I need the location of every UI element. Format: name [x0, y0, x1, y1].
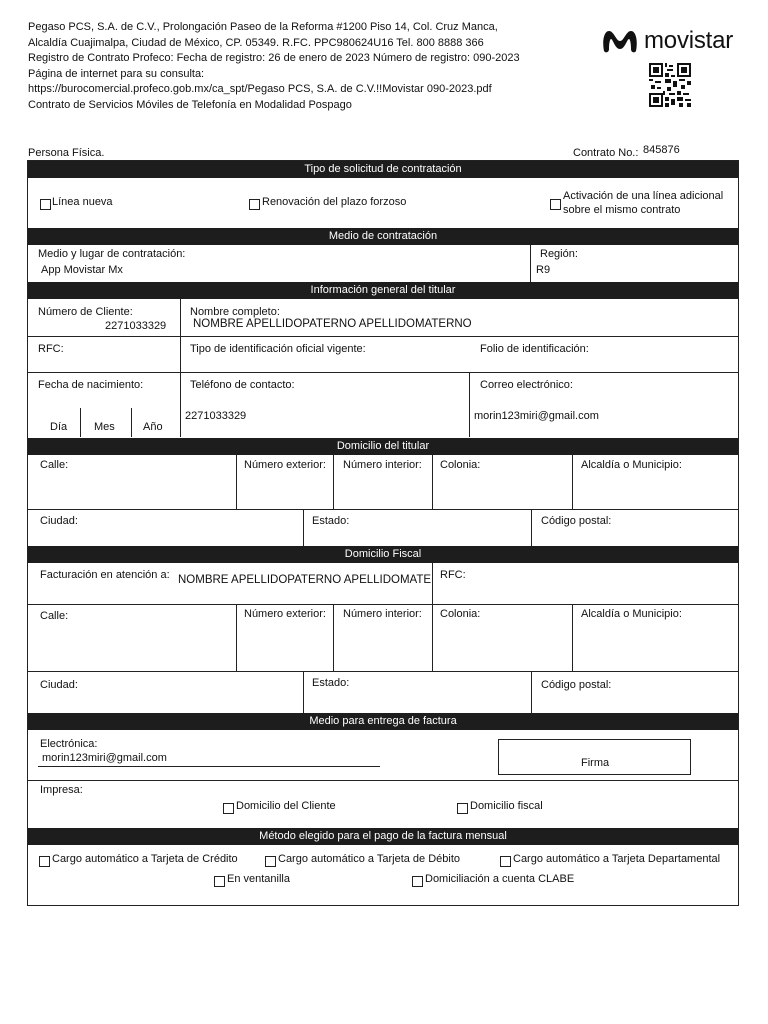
label-folio: Folio de identificación:: [480, 343, 589, 355]
label-dia: Día: [50, 421, 68, 433]
divider: [28, 604, 738, 605]
divider: [530, 245, 531, 282]
label-domicilio-fiscal: Domicilio fiscal: [470, 800, 543, 812]
label-linea-nueva: Línea nueva: [52, 196, 113, 208]
checkbox-tarjeta-debito[interactable]: [265, 856, 276, 867]
label-num-interior: Número interior:: [343, 459, 422, 471]
label-estado-fiscal: Estado:: [312, 677, 350, 689]
header-line: https://burocomercial.profeco.gob.mx/ca_spt/Pegaso PCS, S.A. de C.V.!!Movistar 090-2023.pdf: [28, 83, 492, 95]
divider: [80, 408, 81, 437]
divider: [333, 455, 334, 509]
header-line: Pegaso PCS, S.A. de C.V., Prolongación Paseo de la Reforma #1200 Piso 14, Col. Cruz Manca,: [28, 21, 498, 33]
checkbox-clabe[interactable]: [412, 876, 423, 887]
label-anio: Año: [143, 421, 163, 433]
label-nombre: Nombre completo:: [190, 306, 280, 318]
value-nombre: NOMBRE APELLIDOPATERNO APELLIDOMATERNO: [193, 318, 472, 330]
section-header-info-titular: Información general del titular: [28, 282, 738, 299]
logo-wordmark: movistar: [644, 27, 734, 54]
label-num-exterior: Número exterior:: [244, 459, 326, 471]
divider: [28, 372, 738, 373]
divider: [236, 455, 237, 509]
contrato-label: Contrato No.:: [573, 147, 639, 159]
checkbox-tarjeta-credito[interactable]: [39, 856, 50, 867]
header-line: Registro de Contrato Profeco: Fecha de registro: 26 de enero de 2023 Número de registro: 090-2023: [28, 52, 520, 64]
label-tarjeta-debito: Cargo automático a Tarjeta de Débito: [278, 853, 461, 865]
label-fecha-nacimiento: Fecha de nacimiento:: [38, 379, 144, 391]
contrato-number: 845876: [643, 144, 680, 156]
movistar-logo: [600, 26, 742, 56]
divider: [432, 563, 433, 604]
label-rfc-fiscal: RFC:: [440, 569, 466, 581]
checkbox-domicilio-cliente[interactable]: [223, 803, 234, 814]
label-ciudad-fiscal: Ciudad:: [40, 679, 78, 691]
electronica-underline: [38, 766, 380, 767]
divider: [28, 671, 738, 672]
checkbox-renovacion[interactable]: [249, 199, 260, 210]
label-alcaldia: Alcaldía o Municipio:: [581, 459, 682, 471]
label-tarjeta-departamental: Cargo automático a Tarjeta Departamental: [513, 853, 721, 865]
divider: [236, 604, 237, 671]
label-electronica: Electrónica:: [40, 738, 98, 750]
value-correo: morin123miri@gmail.com: [474, 410, 599, 422]
section-header-metodo-pago: Método elegido para el pago de la factura mensual: [28, 828, 738, 845]
divider: [531, 671, 532, 713]
label-firma: Firma: [581, 757, 610, 769]
label-region: Región:: [540, 248, 578, 260]
label-estado: Estado:: [312, 515, 350, 527]
checkbox-domicilio-fiscal[interactable]: [457, 803, 468, 814]
label-impresa: Impresa:: [40, 784, 83, 796]
divider: [469, 372, 470, 437]
section-header-medio-contratacion: Medio de contratación: [28, 228, 738, 245]
label-num-cliente: Número de Cliente:: [38, 306, 133, 318]
label-correo: Correo electrónico:: [480, 379, 573, 391]
label-clabe: Domiciliación a cuenta CLABE: [425, 873, 575, 885]
label-num-interior-fiscal: Número interior:: [343, 608, 422, 620]
divider: [432, 604, 433, 671]
qr-code: [649, 63, 691, 107]
checkbox-activacion[interactable]: [550, 199, 561, 210]
divider: [531, 509, 532, 546]
label-ventanilla: En ventanilla: [227, 873, 290, 885]
label-colonia: Colonia:: [440, 459, 481, 471]
divider: [28, 336, 738, 337]
value-region: R9: [536, 264, 551, 276]
header-line: Página de internet para su consulta:: [28, 67, 205, 80]
label-num-exterior-fiscal: Número exterior:: [244, 608, 326, 620]
value-medio: App Movistar Mx: [41, 264, 123, 276]
header-line: Contrato de Servicios Móviles de Telefonía en Modalidad Pospago: [28, 98, 352, 111]
section-header-tipo-solicitud: Tipo de solicitud de contratación: [28, 161, 738, 178]
checkbox-tarjeta-departamental[interactable]: [500, 856, 511, 867]
label-activacion-2: sobre el mismo contrato: [563, 204, 681, 216]
divider: [572, 455, 573, 509]
label-calle: Calle:: [40, 459, 69, 471]
checkbox-ventanilla[interactable]: [214, 876, 225, 887]
label-ciudad: Ciudad:: [40, 515, 78, 527]
label-colonia-fiscal: Colonia:: [440, 608, 481, 620]
persona-type: Persona Física.: [28, 147, 105, 159]
divider: [432, 455, 433, 509]
section-header-entrega-factura: Medio para entrega de factura: [28, 713, 738, 730]
value-facturacion: NOMBRE APELLIDOPATERNO APELLIDOMATE: [178, 574, 432, 586]
label-mes: Mes: [94, 421, 115, 433]
label-tarjeta-credito: Cargo automático a Tarjeta de Crédito: [52, 853, 238, 865]
divider: [131, 408, 132, 437]
label-domicilio-cliente: Domicilio del Cliente: [236, 800, 336, 812]
value-electronica: morin123miri@gmail.com: [42, 752, 167, 764]
label-telefono: Teléfono de contacto:: [190, 379, 295, 391]
contract-form: [27, 160, 739, 906]
label-medio: Medio y lugar de contratación:: [38, 248, 186, 260]
divider: [180, 299, 181, 437]
divider: [333, 604, 334, 671]
divider: [303, 671, 304, 713]
label-calle-fiscal: Calle:: [40, 610, 69, 622]
divider: [28, 509, 738, 510]
section-header-domicilio-fiscal: Domicilio Fiscal: [28, 546, 738, 563]
label-codigo-postal-fiscal: Código postal:: [541, 679, 612, 691]
divider: [572, 604, 573, 671]
header-line: Alcaldía Cuajimalpa, Ciudad de México, CP. 05349. R.FC. PPC980624U16 Tel. 800 8888 366: [28, 36, 484, 49]
label-codigo-postal: Código postal:: [541, 515, 612, 527]
label-activacion-1: Activación de una línea adicional: [563, 190, 724, 202]
label-tipo-identificacion: Tipo de identificación oficial vigente:: [190, 343, 366, 355]
divider: [28, 780, 738, 781]
section-header-domicilio-titular: Domicilio del titular: [28, 438, 738, 455]
divider: [303, 509, 304, 546]
value-telefono: 2271033329: [185, 410, 247, 422]
label-alcaldia-fiscal: Alcaldía o Municipio:: [581, 608, 682, 620]
company-header: [28, 20, 568, 113]
label-rfc: RFC:: [38, 343, 64, 355]
label-renovacion: Renovación del plazo forzoso: [262, 196, 407, 208]
value-num-cliente: 2271033329: [105, 320, 167, 332]
checkbox-linea-nueva[interactable]: [40, 199, 51, 210]
label-facturacion: Facturación en atención a:: [40, 569, 170, 581]
movistar-m-icon: [600, 27, 640, 55]
